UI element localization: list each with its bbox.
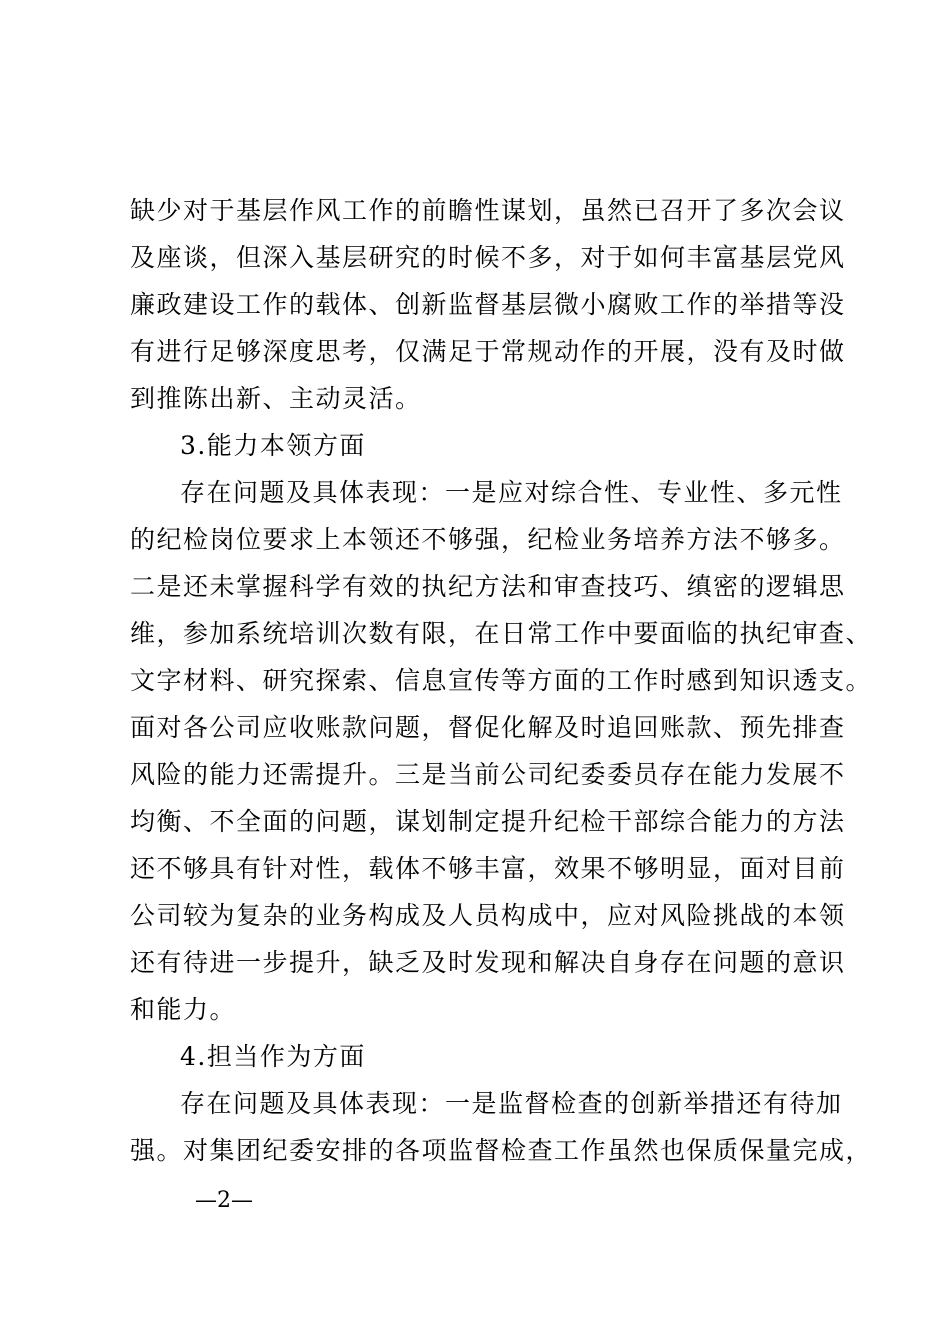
paragraph-line: 强。对集团纪委安排的各项监督检查工作虽然也保质保量完成， (130, 1136, 873, 1165)
paragraph-line: 廉政建设工作的载体、创新监督基层微小腐败工作的举措等没 (130, 290, 846, 319)
paragraph-line: 文字材料、研究探索、信息宣传等方面的工作时感到知识透支。 (130, 666, 873, 695)
page-number: —2— (195, 1188, 253, 1213)
section-heading-ability: 3.能力本领方面 (180, 431, 366, 460)
paragraph-line: 公司较为复杂的业务构成及人员构成中，应对风险挑战的本领 (130, 901, 846, 930)
paragraph-line: 有进行足够深度思考，仅满足于常规动作的开展，没有及时做 (130, 337, 846, 366)
paragraph-line: 存在问题及具体表现：一是应对综合性、专业性、多元性 (180, 478, 843, 507)
paragraph-line: 及座谈，但深入基层研究的时候不多，对于如何丰富基层党风 (130, 243, 846, 272)
paragraph-line: 到推陈出新、主动灵活。 (130, 384, 422, 413)
paragraph-line: 面对各公司应收账款问题，督促化解及时追回账款、预先排查 (130, 713, 846, 742)
paragraph-line: 和能力。 (130, 995, 237, 1024)
section-heading-responsibility: 4.担当作为方面 (180, 1042, 366, 1071)
paragraph-line: 还不够具有针对性，载体不够丰富，效果不够明显，面对目前 (130, 854, 846, 883)
paragraph-line: 二是还未掌握科学有效的执纪方法和审查技巧、缜密的逻辑思 (130, 572, 846, 601)
paragraph-line: 还有待进一步提升，缺乏及时发现和解决自身存在问题的意识 (130, 948, 846, 977)
paragraph-line: 维，参加系统培训次数有限，在日常工作中要面临的执纪审查、 (130, 619, 873, 648)
paragraph-line: 缺少对于基层作风工作的前瞻性谋划，虽然已召开了多次会议 (130, 196, 846, 225)
paragraph-line: 均衡、不全面的问题，谋划制定提升纪检干部综合能力的方法 (130, 807, 846, 836)
paragraph-line: 存在问题及具体表现：一是监督检查的创新举措还有待加 (180, 1089, 843, 1118)
paragraph-line: 风险的能力还需提升。三是当前公司纪委委员存在能力发展不 (130, 760, 846, 789)
paragraph-line: 的纪检岗位要求上本领还不够强，纪检业务培养方法不够多。 (130, 525, 846, 554)
